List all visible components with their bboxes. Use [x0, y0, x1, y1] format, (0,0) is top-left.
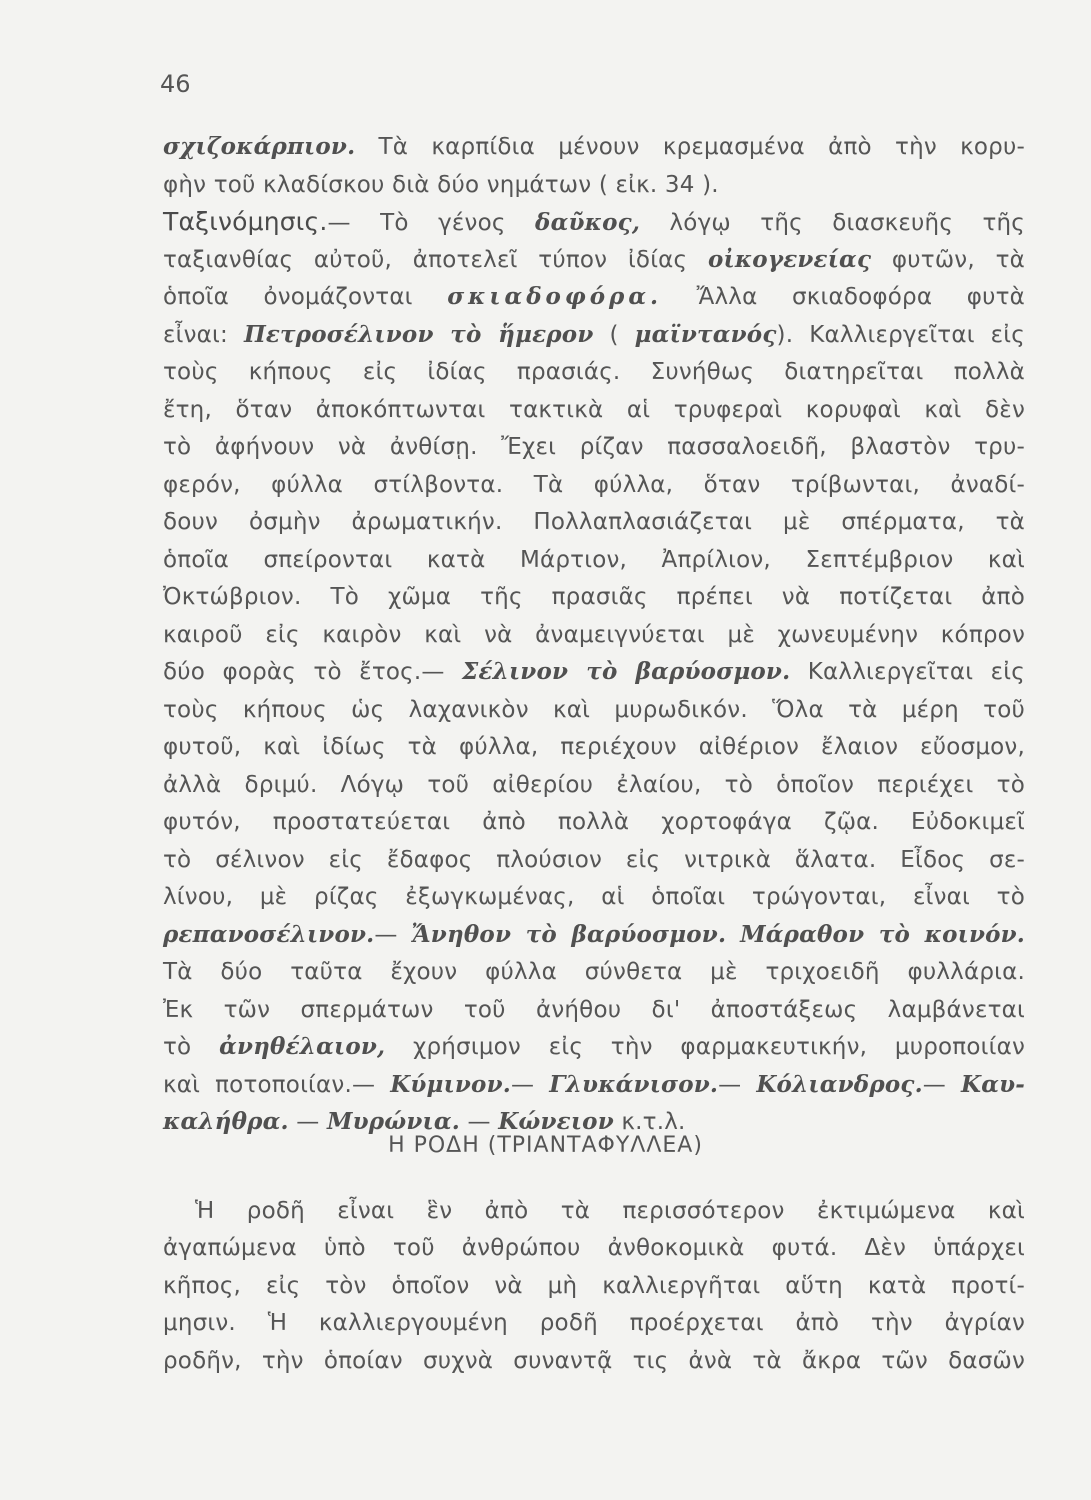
text-line: φυτοῦ, καὶ ἰδίως τὰ φύλλα, περιέχουν αἰθέριον ἔλαιον εὔοσμον,	[163, 734, 1025, 760]
text-line: καὶ ποτοποιίαν.— Κύμινον.— Γλυκάνισον.— Κόλιανδρος.— Καυ-	[163, 1071, 1026, 1098]
text-line: φὴν τοῦ κλαδίσκου διὰ δύο νημάτων ( εἰκ. 34 ).	[163, 172, 719, 198]
text-line: μησιν. Ἡ καλλιεργουμένη ροδῆ προέρχεται ἀπὸ τὴν ἀγρίαν	[163, 1310, 1025, 1336]
text-line: ρεπανοσέλινον.— Ἄνηθον τὸ βαρύοσμον. Μάραθον τὸ κοινόν.	[163, 921, 1026, 948]
text-line: ἀλλὰ δριμύ. Λόγῳ τοῦ αἰθερίου ἐλαίου, τὸ ὁποῖον περιέχει τὸ	[163, 772, 1025, 798]
text-line: ὁποῖα σπείρονται κατὰ Μάρτιον, Ἀπρίλιον, Σεπτέμβριον καὶ	[163, 547, 1025, 573]
text-line: ταξιανθίας αὐτοῦ, ἀποτελεῖ τύπον ἰδίας οἰκογενείας φυτῶν, τὰ	[163, 246, 1025, 273]
text-line: ὁποῖα ὀνομάζονται σκιαδοφόρα. Ἄλλα σκιαδοφόρα φυτὰ	[163, 283, 1025, 310]
text-line: Ταξινόμησις.— Τὸ γένος δαῦκος, λόγῳ τῆς διασκευῆς τῆς	[163, 207, 1025, 236]
text-line: σχιζοκάρπιον. Τὰ καρπίδια μένουν κρεμασμένα ἀπὸ τὴν κορυ-	[163, 133, 1025, 160]
page-number: 46	[160, 70, 191, 98]
text-line: δύο φορὰς τὸ ἔτος.— Σέλινον τὸ βαρύοσμον. Καλλιεργεῖται εἰς	[163, 658, 1025, 685]
text-line: καιροῦ εἰς καιρὸν καὶ νὰ ἀναμειγνύεται μὲ χωνευμένην κόπρον	[163, 622, 1025, 648]
text-line: τοὺς κήπους ὡς λαχανικὸν καὶ μυρωδικόν. Ὅλα τὰ μέρη τοῦ	[163, 697, 1025, 723]
section-heading: Η ΡΟΔΗ (ΤΡΙΑΝΤΑΦΥΛΛΕΑ)	[388, 1133, 703, 1158]
text-line: ἔτη, ὅταν ἀποκόπτωνται τακτικὰ αἱ τρυφεραὶ κορυφαὶ καὶ δὲν	[163, 397, 1025, 423]
text-line: τὸ ἀφήνουν νὰ ἀνθίσῃ. Ἔχει ρίζαν πασσαλοειδῆ, βλαστὸν τρυ-	[163, 434, 1025, 460]
text-line: τοὺς κήπους εἰς ἰδίας πρασιάς. Συνήθως διατηρεῖται πολλὰ	[163, 359, 1025, 385]
text-line: κῆπος, εἰς τὸν ὁποῖον νὰ μὴ καλλιεργῆται αὕτη κατὰ προτί-	[163, 1273, 1025, 1299]
text-line: καλήθρα. — Μυρώνια. — Κώνειον κ.τ.λ.	[163, 1108, 686, 1135]
text-line: δουν ὀσμὴν ἀρωματικήν. Πολλαπλασιάζεται μὲ σπέρματα, τὰ	[163, 509, 1025, 535]
text-line: εἶναι: Πετροσέλινον τὸ ἥμερον ( μαϊντανός). Καλλιεργεῖται εἰς	[163, 321, 1025, 348]
text-line: ροδῆν, τὴν ὁποίαν συχνὰ συναντᾷ τις ἀνὰ τὰ ἄκρα τῶν δασῶν	[163, 1348, 1025, 1374]
text-line: Τὰ δύο ταῦτα ἔχουν φύλλα σύνθετα μὲ τριχοειδῆ φυλλάρια.	[163, 959, 1025, 985]
text-line: φυτόν, προστατεύεται ἀπὸ πολλὰ χορτοφάγα ζῷα. Εὐδοκιμεῖ	[163, 809, 1025, 835]
section-term: Ταξινόμησις.	[163, 207, 328, 236]
text-line: τὸ ἀνηθέλαιον, χρήσιμον εἰς τὴν φαρμακευτικήν, μυροποιίαν	[163, 1033, 1025, 1060]
text-line: Ἐκ τῶν σπερμάτων τοῦ ἀνήθου δι' ἀποστάξεως λαμβάνεται	[163, 997, 1025, 1023]
text-line: τὸ σέλινον εἰς ἔδαφος πλούσιον εἰς νιτρικὰ ἅλατα. Εἶδος σε-	[163, 847, 1025, 873]
text-line: λίνου, μὲ ρίζας ἐξωγκωμένας, αἱ ὁποῖαι τρώγονται, εἶναι τὸ	[163, 884, 1025, 910]
paragraph-first-line: Ἡ ροδῆ εἶναι ἓν ἀπὸ τὰ περισσότερον ἐκτιμώμενα καὶ	[195, 1198, 1025, 1224]
text-line: ἀγαπώμενα ὑπὸ τοῦ ἀνθρώπου ἀνθοκομικὰ φυτά. Δὲν ὑπάρχει	[163, 1235, 1025, 1261]
text-line: Ὀκτώβριον. Τὸ χῶμα τῆς πρασιᾶς πρέπει νὰ ποτίζεται ἀπὸ	[163, 584, 1025, 610]
text-line: φερόν, φύλλα στίλβοντα. Τὰ φύλλα, ὅταν τρίβωνται, ἀναδί-	[163, 472, 1025, 498]
